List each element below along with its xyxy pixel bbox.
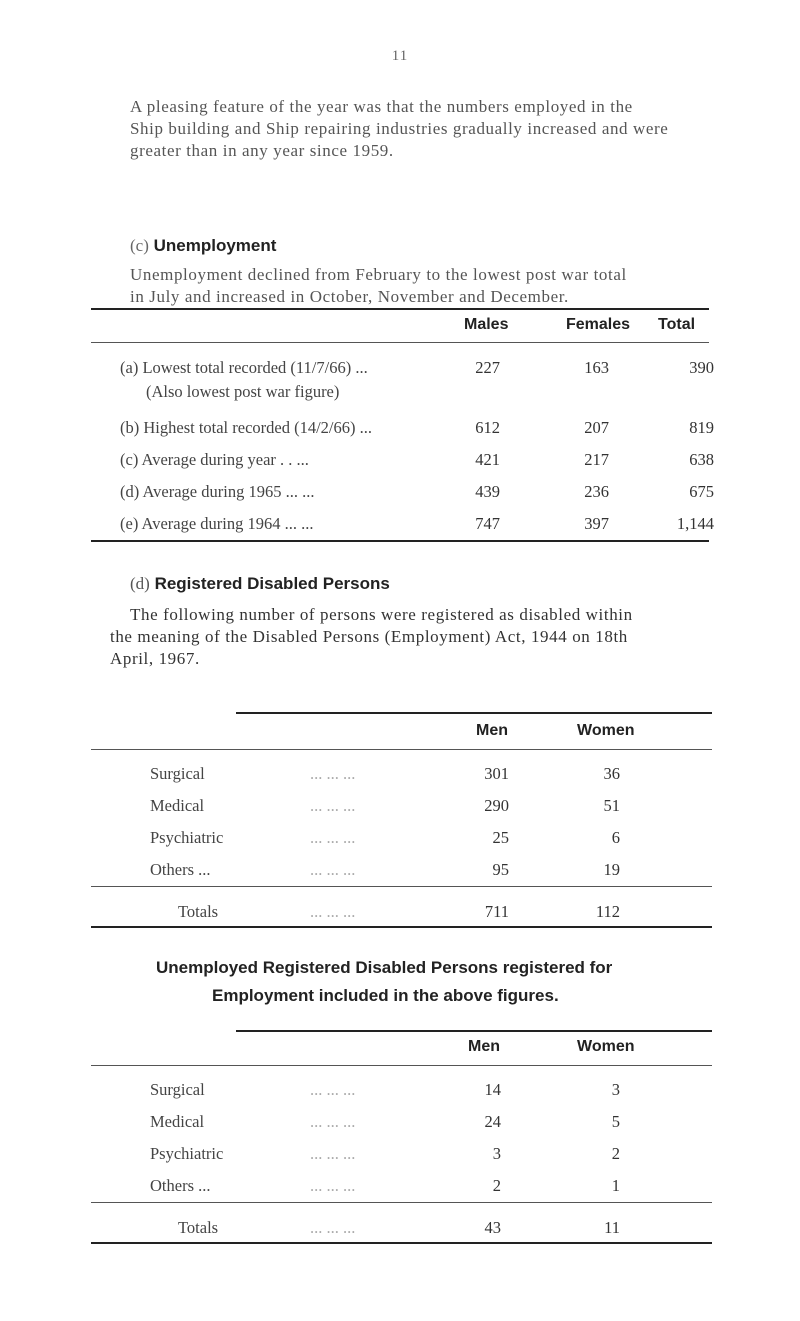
cell-c-males: 421: [475, 450, 500, 469]
page-number: 11: [391, 48, 409, 64]
disabled-heading: [130, 574, 390, 594]
row-label-c: (c) Average during year . . ...: [120, 450, 309, 469]
unemployed-disabled-heading-2: Employment included in the above figures.: [212, 986, 559, 1005]
disabled-row-label: Medical: [150, 796, 205, 815]
ud-totals-dots: ... ... ...: [310, 1218, 356, 1237]
row-label-a: (a) Lowest total recorded (11/7/66) ...: [120, 358, 368, 377]
disabled-row-dots: ... ... ...: [310, 796, 356, 815]
ud-totals-men: 43: [484, 1218, 501, 1237]
disabled-row-dots: ... ... ...: [310, 828, 356, 847]
table-bottom-rule: [91, 540, 709, 542]
disabled-header-rule: [91, 749, 712, 750]
cell-b-total: 819: [689, 418, 714, 437]
unemployment-title: Unemployment: [153, 236, 277, 255]
row-label-e: (e) Average during 1964 ... ...: [120, 514, 314, 533]
ud-row-label: Psychiatric: [150, 1144, 224, 1163]
intro-line-1: A pleasing feature of the year was that the numbers employed in the: [130, 97, 633, 116]
disabled-paragraph: [110, 604, 730, 670]
cell-b-males: 612: [475, 418, 500, 437]
ud-bottom-rule: [91, 1242, 712, 1244]
cell-e-females: 397: [584, 514, 609, 533]
disabled-line-1: The following number of persons were registered as disabled within: [130, 605, 633, 624]
disabled-row-women: 6: [611, 828, 620, 847]
disabled-totals-label: Totals: [178, 902, 219, 921]
ud-row-men: 24: [484, 1112, 501, 1131]
ud-row-dots: ... ... ...: [310, 1112, 356, 1131]
row-sub-a: (Also lowest post war figure): [146, 382, 340, 401]
disabled-row-men: 25: [492, 828, 509, 847]
disabled-row-men: 301: [484, 764, 509, 783]
ud-row-dots: ... ... ...: [310, 1144, 356, 1163]
disabled-bottom-rule: [91, 926, 712, 928]
cell-c-females: 217: [584, 450, 609, 469]
unemployment-line-1: Unemployment declined from February to the lowest post war total: [130, 265, 627, 284]
cell-a-total: 390: [689, 358, 714, 377]
disabled-row-men: 95: [492, 860, 509, 879]
disabled-line-2: the meaning of the Disabled Persons (Employment) Act, 1944 on 18th: [110, 627, 628, 646]
ud-row-label: Surgical: [150, 1080, 205, 1099]
cell-e-total: 1,144: [676, 514, 714, 533]
col-total: Total: [658, 316, 696, 333]
ud-header-rule: [91, 1065, 712, 1066]
disabled-totals-men: 711: [484, 902, 509, 921]
disabled-row-label: Psychiatric: [150, 828, 224, 847]
cell-c-total: 638: [689, 450, 714, 469]
disabled-row-label: Surgical: [150, 764, 205, 783]
cell-d-total: 675: [689, 482, 714, 501]
disabled-totals-rule: [91, 886, 712, 887]
disabled-row-women: 51: [603, 796, 620, 815]
ud-row-label: Medical: [150, 1112, 205, 1131]
ud-row-men: 14: [484, 1080, 501, 1099]
ud-row-women: 2: [611, 1144, 620, 1163]
ud-row-label: Others ...: [150, 1176, 211, 1195]
ud-row-women: 5: [611, 1112, 620, 1131]
ud-row-dots: ... ... ...: [310, 1176, 356, 1195]
col-males: Males: [464, 316, 509, 333]
disabled-row-women: 19: [603, 860, 620, 879]
disabled-prefix: (d): [130, 574, 150, 593]
table-top-rule: [91, 308, 709, 310]
ud-top-rule: [236, 1030, 712, 1032]
cell-b-females: 207: [584, 418, 609, 437]
cell-a-males: 227: [475, 358, 500, 377]
disabled-row-men: 290: [484, 796, 509, 815]
disabled-totals-women: 112: [595, 902, 620, 921]
ud-totals-women: 11: [604, 1218, 620, 1237]
disabled-row-women: 36: [603, 764, 620, 783]
row-label-b: (b) Highest total recorded (14/2/66) ...: [120, 418, 373, 437]
cell-d-males: 439: [475, 482, 500, 501]
disabled-row-label: Others ...: [150, 860, 211, 879]
intro-line-2: Ship building and Ship repairing industries gradually increased and were: [130, 119, 669, 138]
col-men: Men: [476, 722, 508, 739]
table-header-rule: [91, 342, 709, 343]
cell-d-females: 236: [584, 482, 609, 501]
disabled-line-3: April, 1967.: [110, 649, 200, 668]
disabled-row-dots: ... ... ...: [310, 860, 356, 879]
unemployment-paragraph: [130, 264, 730, 308]
disabled-title: Registered Disabled Persons: [154, 574, 390, 593]
cell-e-males: 747: [475, 514, 500, 533]
unemployment-heading: [130, 236, 276, 256]
unemployed-disabled-heading-1: Unemployed Registered Disabled Persons registered for: [156, 958, 613, 977]
disabled-top-rule: [236, 712, 712, 714]
disabled-row-dots: ... ... ...: [310, 764, 356, 783]
intro-paragraph: [130, 96, 730, 162]
unemployment-prefix: (c): [130, 236, 149, 255]
ud-totals-label: Totals: [178, 1218, 219, 1237]
unemployment-line-2: in July and increased in October, November and December.: [130, 287, 569, 306]
row-label-d: (d) Average during 1965 ... ...: [120, 482, 315, 501]
disabled-totals-dots: ... ... ...: [310, 902, 356, 921]
ud-row-women: 3: [611, 1080, 620, 1099]
ud-row-women: 1: [611, 1176, 620, 1195]
ud-col-men: Men: [468, 1038, 500, 1055]
ud-totals-rule: [91, 1202, 712, 1203]
ud-row-dots: ... ... ...: [310, 1080, 356, 1099]
ud-row-men: 3: [492, 1144, 501, 1163]
ud-col-women: Women: [577, 1038, 635, 1055]
intro-line-3: greater than in any year since 1959.: [130, 141, 394, 160]
col-women: Women: [577, 722, 635, 739]
col-females: Females: [566, 316, 631, 333]
ud-row-men: 2: [492, 1176, 501, 1195]
cell-a-females: 163: [584, 358, 609, 377]
